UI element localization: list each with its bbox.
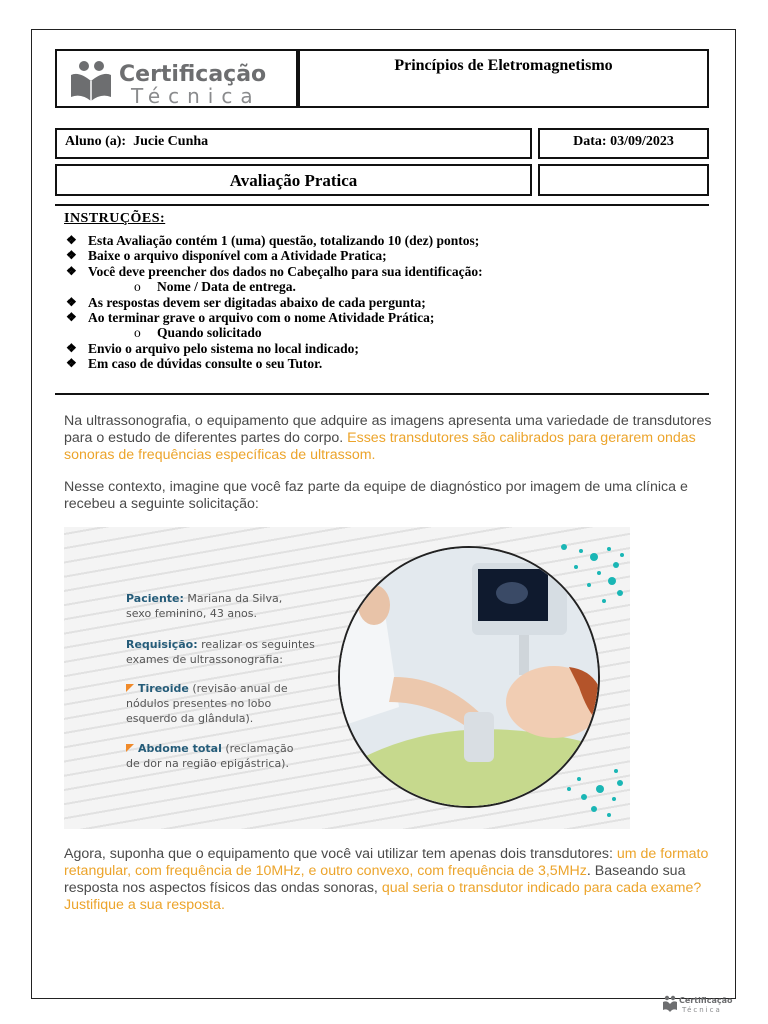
paragraph-context: Nesse contexto, imagine que você faz parte da equipe de diagnóstico por imagem de uma clínica e recebeu a seguinte solicitação:	[64, 479, 688, 512]
patient-value: Mariana da Silva, sexo feminino, 43 anos.	[126, 592, 283, 620]
question-text-a: Agora, suponha que o equipamento que você vai utilizar tem apenas dois transdutores:	[64, 846, 617, 862]
student-label: Aluno (a):	[65, 134, 127, 149]
logo-word-1: Certificação	[119, 62, 267, 87]
request-value: realizar os seguintes exames de ultrassonografia:	[126, 638, 315, 666]
instruction-subitem: o Quando solicitado	[64, 325, 483, 340]
course-title-box	[298, 49, 709, 108]
instructions-list	[64, 233, 483, 372]
instruction-item: ❖ Em caso de dúvidas consulte o seu Tutor.	[64, 356, 483, 371]
instruction-item: ❖ As respostas devem ser digitadas abaixo de cada pergunta;	[64, 295, 483, 310]
ultrasound-photo	[64, 527, 630, 829]
exam2-value: (reclamação de dor na região epigástrica).	[126, 742, 294, 770]
grade-box	[538, 164, 709, 196]
instruction-item: ❖ Ao terminar grave o arquivo com o nome Atividade Prática;	[64, 310, 483, 325]
footer-logo-word-2: Técnica	[682, 1006, 722, 1014]
divider-top	[55, 204, 709, 206]
student-name: Jucie Cunha	[133, 134, 209, 149]
paragraph-intro-highlight: Esses transdutores são calibrados para gerarem ondas sonoras de frequências específicas de ultrassom.	[64, 430, 696, 463]
evaluation-title-box	[55, 164, 532, 196]
paragraph-question	[64, 846, 714, 914]
footer-logo-book-icon	[663, 1001, 677, 1012]
request-figure	[64, 527, 630, 829]
logo-word-2: Técnica	[131, 84, 261, 106]
paragraph-intro-text: Na ultrassonografia, o equipamento que adquire as imagens apresenta uma variedade de transdutores para o estudo de diferentes partes do corpo.	[64, 413, 712, 446]
instruction-item: ❖ Baixe o arquivo disponível com a Atividade Pratica;	[64, 248, 483, 263]
evaluation-title: Avaliação Pratica	[229, 171, 358, 190]
question-highlight-d: qual seria o transdutor indicado para cada exame? Justifique a sua resposta.	[64, 880, 702, 913]
footer-logo-word-1: Certificação	[679, 996, 733, 1005]
student-box	[55, 128, 532, 159]
request-label: Requisição:	[126, 638, 198, 651]
footer-logo	[660, 993, 736, 1020]
logo-head-left-icon	[79, 61, 89, 71]
course-title: Princípios de Eletromagnetismo	[394, 57, 613, 74]
date-label: Data:	[573, 134, 607, 149]
instructions	[64, 211, 483, 372]
date-value: 03/09/2023	[610, 134, 674, 149]
instructions-title: INSTRUÇÕES:	[64, 211, 166, 226]
exam1-label: Tireoide	[138, 682, 189, 695]
question-highlight-b: um de formato retangular, com frequência de 10MHz, e outro convexo, com frequência de 3,5MHz	[64, 846, 709, 879]
instruction-item: ❖ Esta Avaliação contém 1 (uma) questão, totalizando 10 (dez) pontos;	[64, 233, 483, 248]
certificacao-tecnica-logo	[57, 51, 296, 106]
transducer-icon	[464, 712, 494, 762]
date-box	[538, 128, 709, 159]
instruction-item: ❖ Envio o arquivo pelo sistema no local indicado;	[64, 341, 483, 356]
paragraph-intro	[64, 413, 714, 464]
instruction-item: ❖ Você deve preencher dos dados no Cabeçalho para sua identificação:	[64, 264, 483, 279]
instruction-subitem: o Nome / Data de entrega.	[64, 279, 483, 294]
logo-box	[55, 49, 298, 108]
exam1-value: (revisão anual de nódulos presentes no lobo esquerdo da glândula).	[126, 682, 288, 725]
exam2-label: Abdome total	[138, 742, 222, 755]
patient-label: Paciente:	[126, 592, 184, 605]
question-text-c: . Baseando sua resposta nos aspectos físicos das ondas sonoras,	[64, 863, 686, 896]
divider-bottom	[55, 393, 709, 395]
logo-head-right-icon	[94, 61, 104, 71]
footer-logo-head-icon	[665, 996, 669, 1000]
